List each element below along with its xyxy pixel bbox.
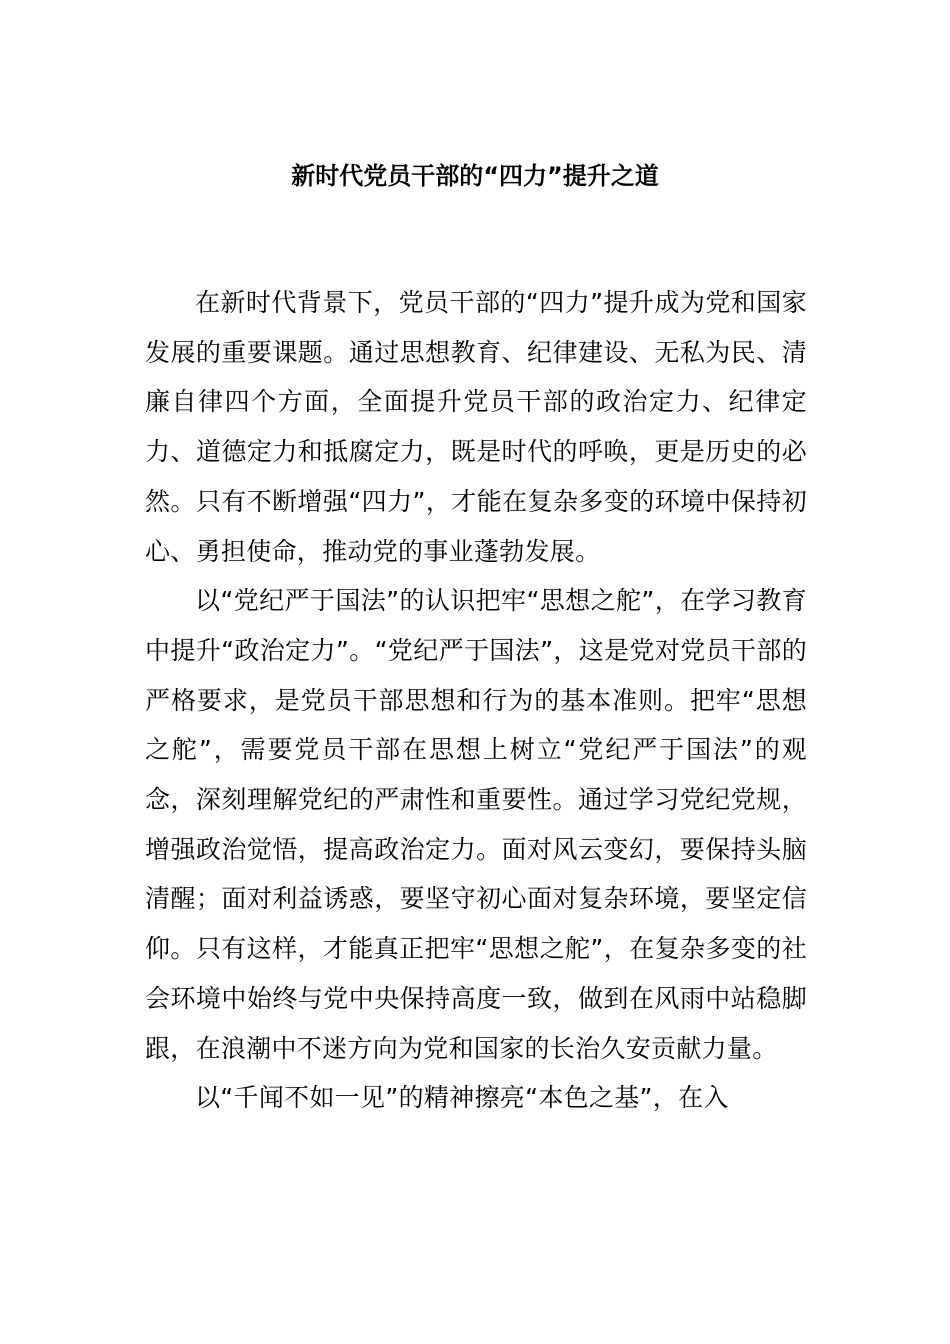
document-body — [145, 278, 807, 1123]
document-title: 新时代党员干部的“四力”提升之道 — [291, 162, 659, 190]
paragraph-political-focus: 以“党纪严于国法”的认识把牢“思想之舵”，在学习教育中提升“政治定力”。“党纪严于国法”，这是党对党员干部的严格要求，是党员干部思想和行为的基本准则。把牢“思想之舵”，需要党员干部在思想上树立“党纪严于国法”的观念，深刻理解党纪的严肃性和重要性。通过学习党纪党规，增强政治觉悟，提高政治定力。面对风云变幻，要保持头脑清醒；面对利益诱惑，要坚守初心面对复杂环境，要坚定信仰。只有这样，才能真正把牢“思想之舵”，在复杂多变的社会环境中始终与党中央保持高度一致，做到在风雨中站稳脚跟，在浪潮中不迷方向为党和国家的长治久安贡献力量。 — [145, 586, 807, 1063]
paragraph-intro: 在新时代背景下，党员干部的“四力”提升成为党和国家发展的重要课题。通过思想教育、纪律建设、无私为民、清廉自律四个方面，全面提升党员干部的政治定力、纪律定力、道德定力和抵腐定力，既是时代的呼唤，更是历史的必然。只有不断增强“四力”，才能在复杂多变的环境中保持初心、勇担使命，推动党的事业蓬勃发展。 — [145, 288, 807, 566]
paragraph-original-foundation: 以“千闻不如一见”的精神擦亮“本色之基”，在入 — [195, 1083, 729, 1113]
